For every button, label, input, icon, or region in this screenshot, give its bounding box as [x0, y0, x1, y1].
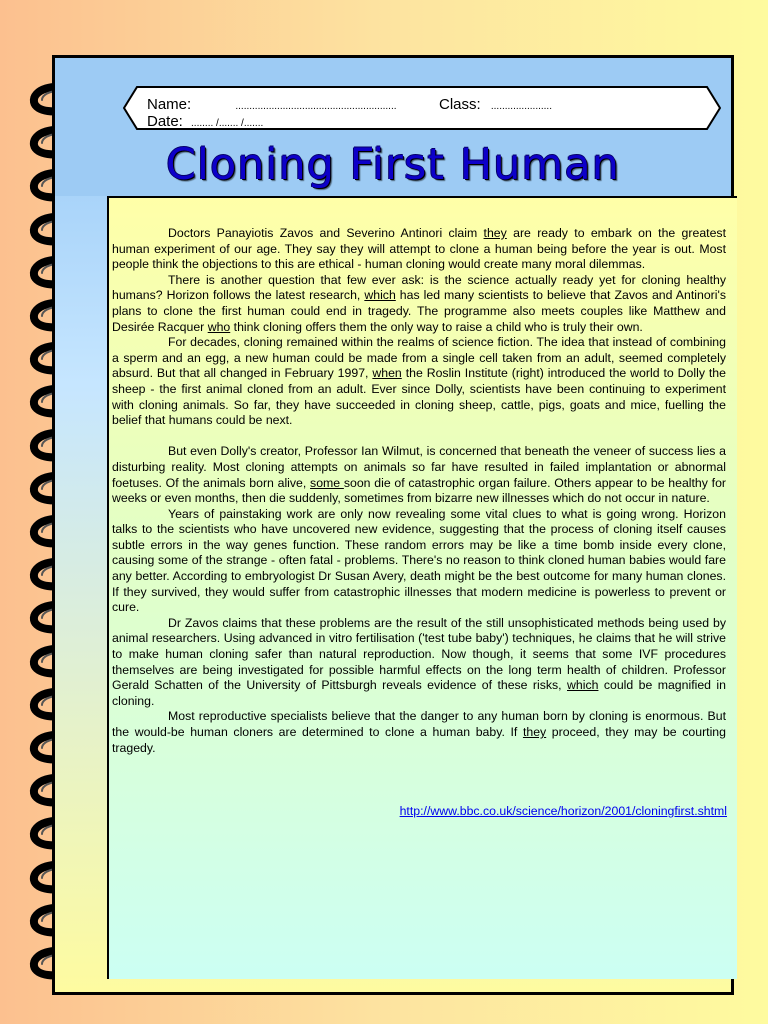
paragraph-3: For decades, cloning remained within the realms of science fiction. The idea that instead of combining a sperm and an egg, a new human could be made from a single cell taken from an adult, seemed completely absurd. But that all changed in February 1997, when the Roslin Institute (right) introduced the world to Dolly the sheep - the first animal cloned from an adult. Ever since Dolly, scientists have been continuing to experiment with cloning animals. So far, they have succeeded in cloning sheep, cattle, pigs, goats and mice, fuelling the belief that humans could be next. — [112, 335, 726, 428]
source-link[interactable]: http://www.bbc.co.uk/science/horizon/2001/cloningfirst.shtml — [399, 804, 727, 818]
class-field[interactable]: ...................... — [490, 101, 552, 112]
article-body — [112, 226, 726, 756]
paragraph-6: Dr Zavos claims that these problems are the result of the still unsophisticated methods being used by animal researchers. Using advanced in vitro fertilisation ('test tube baby') techniques, he claims that he will strive to make human cloning safer than natural reproduction. Now though, it seems that some IVF procedures themselves are being investigated for possible harmful effects on the long term health of children. Professor Gerald Schatten of the University of Pittsburgh reveals evidence of these risks, which could be magnified in cloning. — [112, 615, 726, 708]
class-row — [439, 96, 552, 113]
date-label: Date: — [147, 113, 183, 130]
date-field[interactable]: ........ /....... /....... — [191, 118, 264, 129]
class-label: Class: — [439, 96, 481, 113]
date-row — [147, 113, 263, 130]
article-panel — [107, 196, 737, 979]
paragraph-4: But even Dolly's creator, Professor Ian Wilmut, is concerned that beneath the veneer of success lies a disturbing reality. Most cloning attempts on animals so far have resulted in failed implantation or abnormal foetuses. Of the animals born alive, some soon die of catastrophic organ failure. Others appear to be healthy for weeks or even months, then die suddenly, sometimes from bizarre new illnesses which do not occur in nature. — [112, 444, 726, 506]
name-label: Name: — [147, 96, 192, 113]
name-field[interactable]: .......................................................... — [235, 101, 397, 112]
notebook-page — [52, 55, 734, 995]
paragraph-1: Doctors Panayiotis Zavos and Severino Antinori claim they are ready to embark on the greatest human experiment of our age. They say they will attempt to clone a human being before the year is out. Most people think the objections to this are ethical - human cloning would create many moral dilemmas. — [112, 226, 726, 272]
name-row — [147, 96, 397, 113]
paragraph-5: Years of painstaking work are only now revealing some vital clues to what is going wrong. Horizon talks to the scientists who have uncovered new evidence, suggesting that the process of cloning itself causes subtle errors in the way genes function. These random errors may be like a time bomb inside every clone, causing some of the strange - often fatal - problems. There's no reason to think cloned human babies would fare any better. According to embryologist Dr Susan Avery, death might be the best outcome for many human clones. If they survived, they would suffer from catastrophic illnesses that modern medicine is powerless to prevent or cure. — [112, 506, 726, 615]
paragraph-2: There is another question that few ever ask: is the science actually ready yet for cloning healthy humans? Horizon follows the latest research, which has led many scientists to believe that Zavos and Antinori's plans to clone the first human could end in tragedy. The programme also meets couples like Matthew and Desirée Racquer who think cloning offers them the only way to raise a child who is truly their own. — [112, 272, 726, 334]
paragraph-7: Most reproductive specialists believe that the danger to any human born by cloning is enormous. But the would-be human cloners are determined to clone a human baby. If they proceed, they may be courting tragedy. — [112, 709, 726, 755]
page-title: Cloning First Human — [166, 140, 620, 190]
